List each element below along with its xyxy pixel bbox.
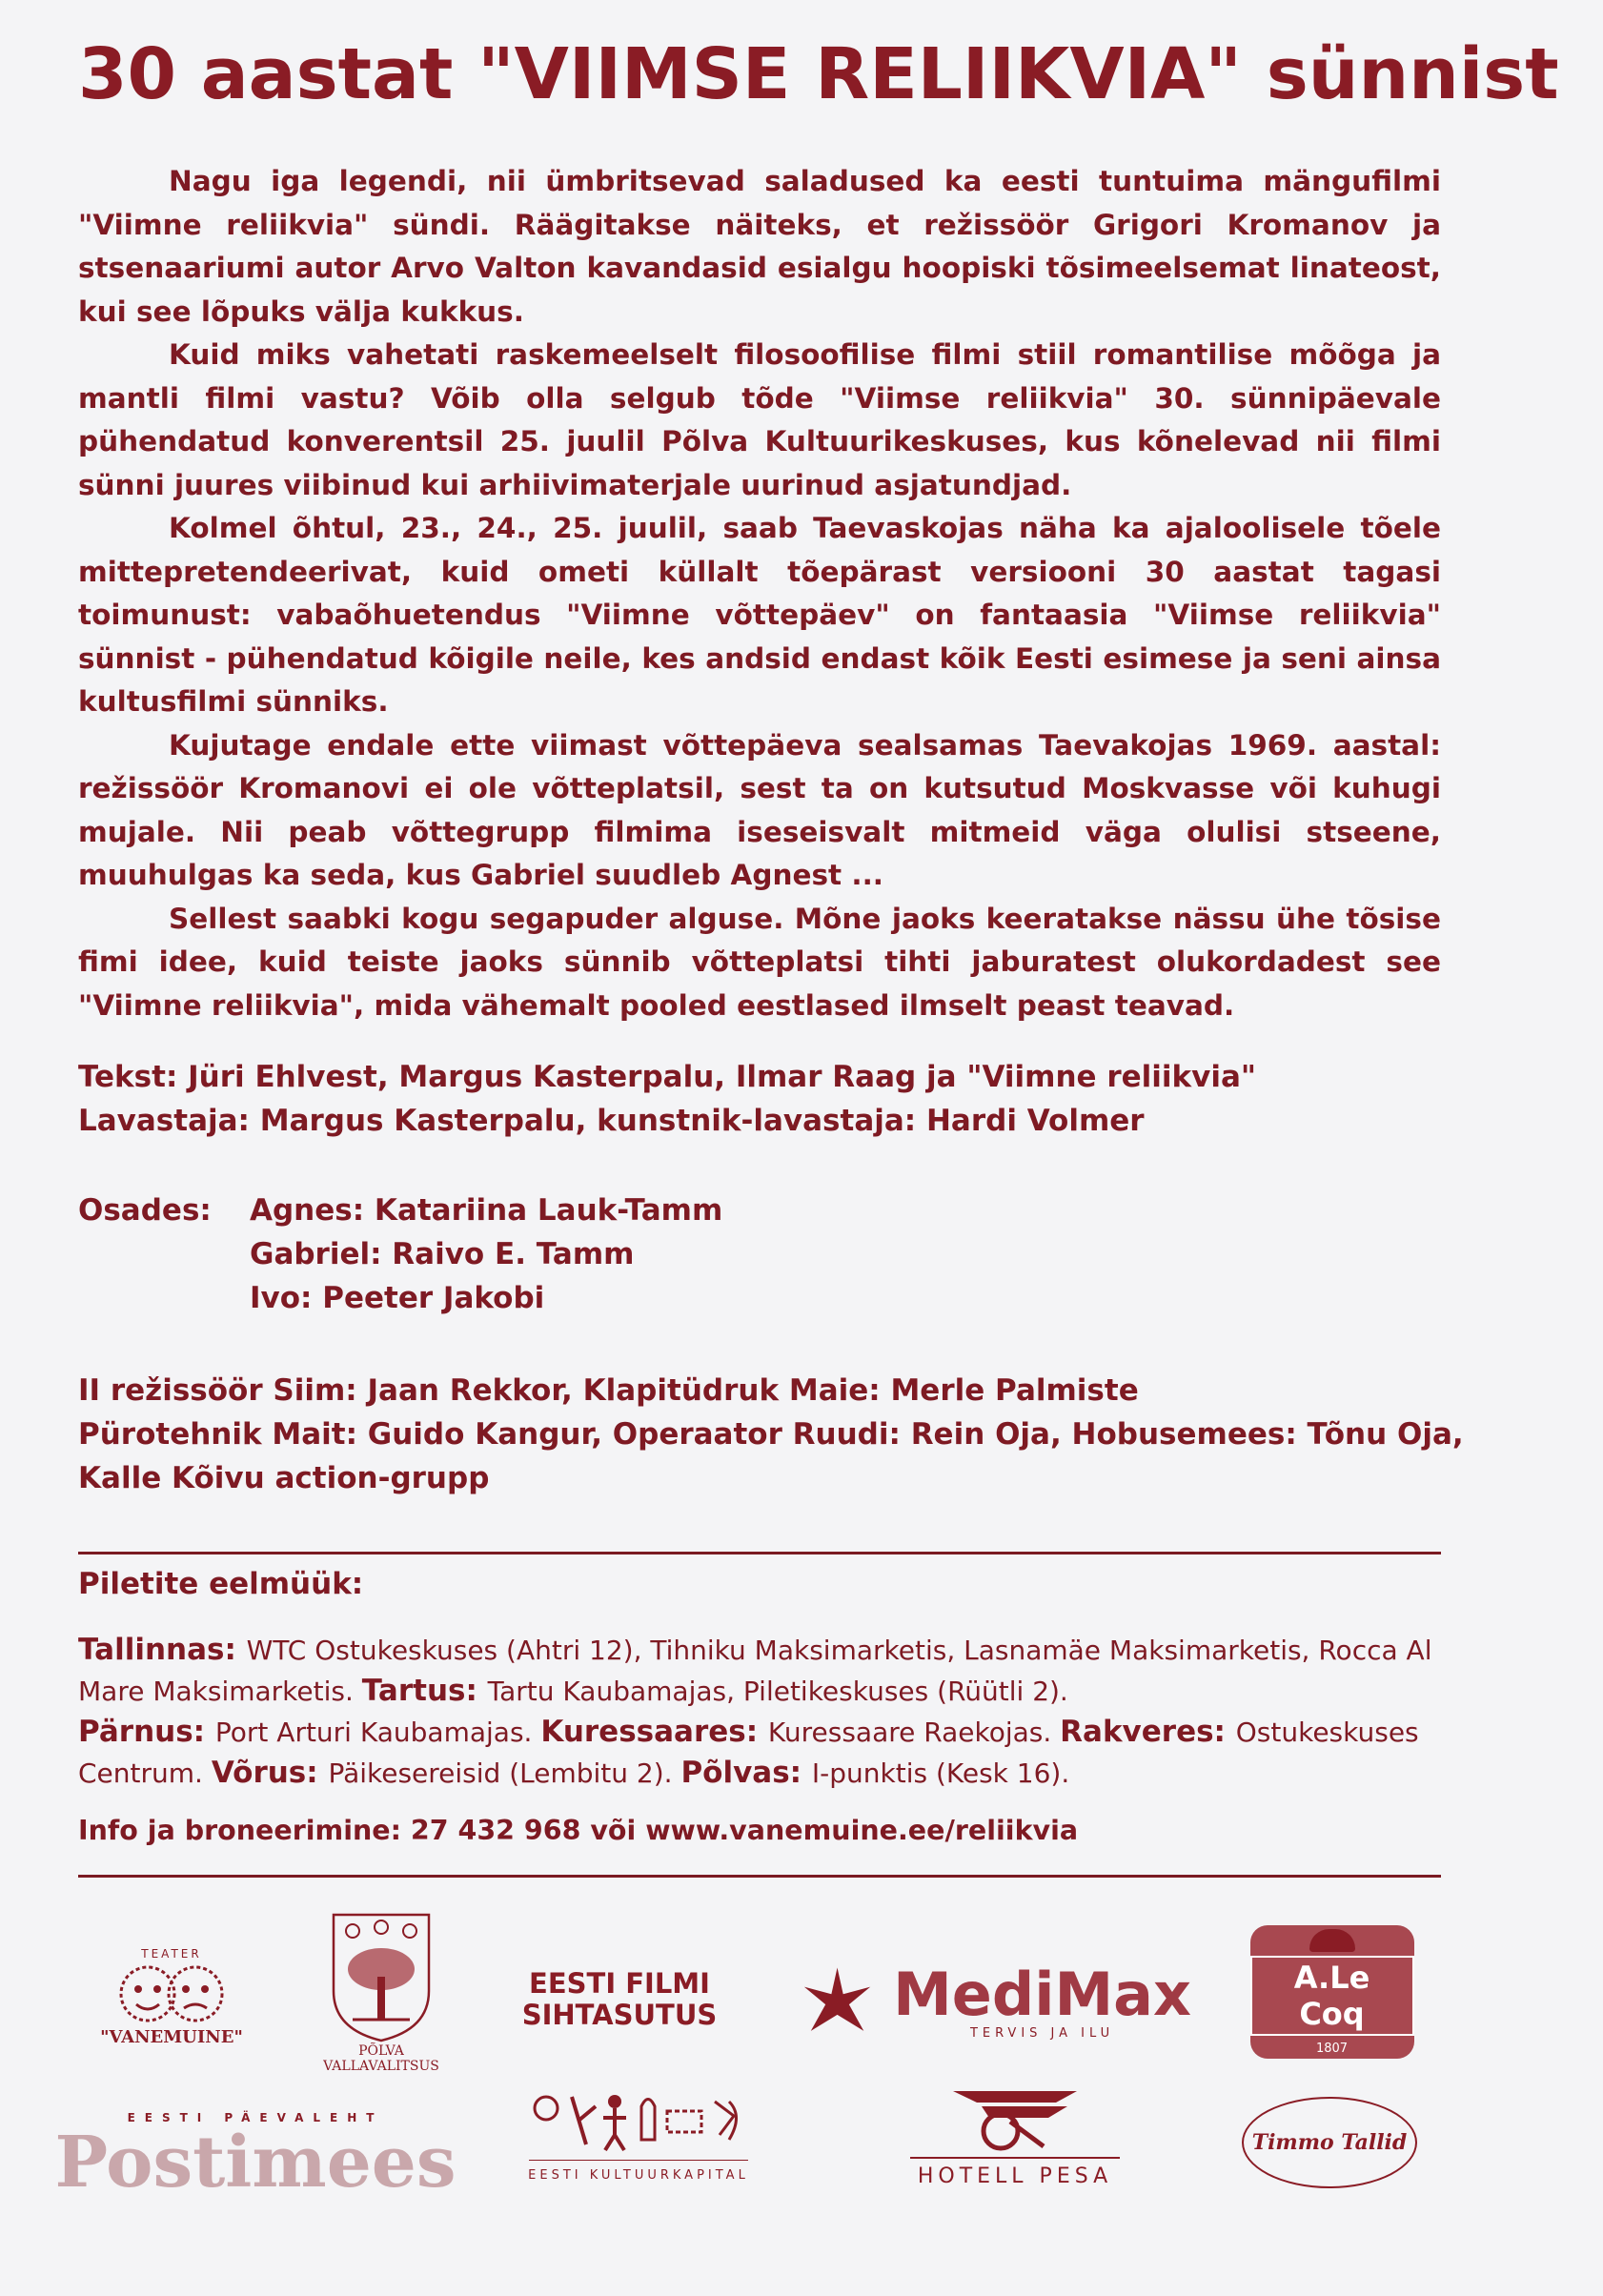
paragraph: Kujutage endale ette viimast võttepäeva sealsamas Taevakojas 1969. aastal: režissöör Kromanovi ei ole võtteplatsil, sest ta on kutsutud Moskvasse või kuhugi mujale. Nii peab võttegrupp filmima iseseisvalt mitmeid väga olulisi stseene, muuhulgas ka seda, kus Gabriel suudleb Agnest ... [78,728,1441,891]
city-label: Rakveres: [1060,1715,1236,1749]
eesti-filmi-sihtasutus-logo [515,1961,724,2038]
paragraph: Sellest saabki kogu segapuder alguse. Mõne jaoks keeratakse nässu ühe tõsise fimi idee, kuid teiste jaoks sünnib võtteplatsi tihti jaburatest olukordadest see "Viimne reliikvia", mida vähemalt pooled eestlased ilmselt peast teavad. [78,902,1441,1022]
city-label: Pärnus: [78,1715,215,1749]
medimax-sub: TERVIS JA ILU [969,2025,1115,2041]
culture-figures-icon [529,2087,748,2154]
divider [78,1875,1441,1878]
city-venues: Ostukeskuses Centrum. [78,1717,1419,1789]
timmo-text: Timmo Tallid [1251,2130,1408,2155]
director-credit: Lavastaja: Margus Kasterpalu, kunstnik-lavastaja: Hardi Volmer [78,1104,1145,1138]
medimax-logo [801,1944,1191,2059]
postimees-top: EESTI PÄEVALEHT [127,2111,384,2124]
city-label: Tallinnas: [78,1633,247,1667]
cast-role: Agnes: Katariina Lauk-Tamm [250,1193,723,1228]
ticket-locations [78,1630,1460,1794]
alecoq-logo [1244,1920,1420,2063]
star-icon [801,1959,874,2044]
text-credit: Tekst: Jüri Ehlvest, Margus Kasterpalu, Ilmar Raag ja "Viimne reliikvia" [78,1060,1257,1094]
alecoq-text: A.Le Coq [1250,1956,1414,2036]
page-title: 30 aastat "VIIMSE RELIIKVIA" sünnist [78,33,1559,115]
paragraph: Kuid miks vahetati raskemeelselt filosoofilise filmi stiil romantilise mõõga ja mantli filmi vastu? Võib olla selgub tõde "Viimse reliikvia" 30. sünnipäevale pühendatud konverentsil 25. juulil Põlva Kultuurikeskuses, kus kõnelevad nii filmi sünni juures viibinud kui arhiivimaterjale uurinud asjatundjad. [78,338,1441,501]
kultuurkapital-logo [524,2083,753,2187]
credits [78,1055,1489,1143]
vanemuine-logo [91,1925,253,2068]
paragraph: Nagu iga legendi, nii ümbritsevad saladused ka eesti tuntuima mängufilmi "Viimne reliikvia" sündi. Räägitakse näiteks, et režissöör Grigori Kromanov ja stsenaariumi autor Arvo Valton kavandasid esialgu hoopiski tõsimeelsemat linateost, kui see lõpuks välja kukkus. [78,165,1441,328]
cast-label: Osades: [78,1193,212,1228]
medimax-text: MediMax [893,1959,1191,2029]
crew-line: Pürotehnik Mait: Guido Kangur, Operaator Ruudi: Rein Oja, Hobusemees: Tõnu Oja, [78,1417,1464,1452]
crew [78,1369,1489,1500]
city-venues: I-punktis (Kesk 16). [811,1758,1070,1789]
city-label: Tartus: [361,1674,488,1708]
postimees-logo [54,2108,457,2204]
kultuurkapital-text: EESTI KULTUURKAPITAL [528,2168,749,2183]
masks-icon [100,1961,243,2027]
efs-line: EESTI FILMI [529,1967,710,2000]
crew-line: Kalle Kõivu action-grupp [78,1461,490,1495]
city-label: Põlvas: [680,1756,812,1790]
polva-label: PÕLVA [358,2043,404,2059]
polva-coat-of-arms [305,1897,457,2087]
hotell-pesa-logo [905,2078,1125,2192]
efs-line: SIHTASUTUS [521,1999,718,2031]
city-venues: WTC Ostukeskuses (Ahtri 12), Tihniku Maksimarketis, Lasnamäe Maksimarketis, Rocca Al Mare Maksimarketis. [78,1635,1432,1707]
city-label: Võrus: [211,1756,329,1790]
divider [78,1552,1441,1554]
polva-shield-icon [329,1910,434,2043]
crew-line: II režissöör Siim: Jaan Rekkor, Klapitüdruk Maie: Merle Palmiste [78,1373,1139,1408]
crown-icon [1309,1929,1355,1952]
polva-label: VALLAVALITSUS [323,2059,439,2074]
city-venues: Kuressaare Raekojas. [767,1717,1061,1748]
city-venues: Tartu Kaubamajas, Piletikeskuses (Rüütli 2). [487,1676,1068,1707]
cast-role: Gabriel: Raivo E. Tamm [250,1237,635,1271]
bird-nest-icon [944,2082,1086,2153]
vanemuine-text: "VANEMUINE" [100,2026,243,2047]
cast-roles [250,1189,722,1320]
hotell-pesa-text: HOTELL PESA [917,2164,1113,2188]
article-body [78,160,1441,1027]
cast-role: Ivo: Peeter Jakobi [250,1281,545,1315]
timmo-tallid-logo [1239,2095,1420,2190]
city-label: Kuressaares: [540,1715,768,1749]
vanemuine-top: TEATER [141,1946,202,1961]
postimees-text: Postimees [54,2122,457,2204]
tickets-heading: Piletite eelmüük: [78,1567,364,1601]
city-venues: Port Arturi Kaubamajas. [214,1717,541,1748]
info-line: Info ja broneerimine: 27 432 968 või www.vanemuine.ee/reliikvia [78,1815,1079,1846]
city-venues: Päikesereisid (Lembitu 2). [328,1758,681,1789]
alecoq-year: 1807 [1315,2041,1349,2056]
paragraph: Kolmel õhtul, 23., 24., 25. juulil, saab Taevaskojas näha ka ajaloolisele tõele mittepretendeerivat, kuid ometi küllalt tõepärast versiooni 30 aastat tagasi toimunust: vabaõhuetendus "Viimne võttepäev" on fantaasia "Viimse reliikvia" sünnist - pühendatud kõigile neile, kes andsid endast kõik Eesti esimese ja seni ainsa kultusfilmi sünniks. [78,512,1441,718]
